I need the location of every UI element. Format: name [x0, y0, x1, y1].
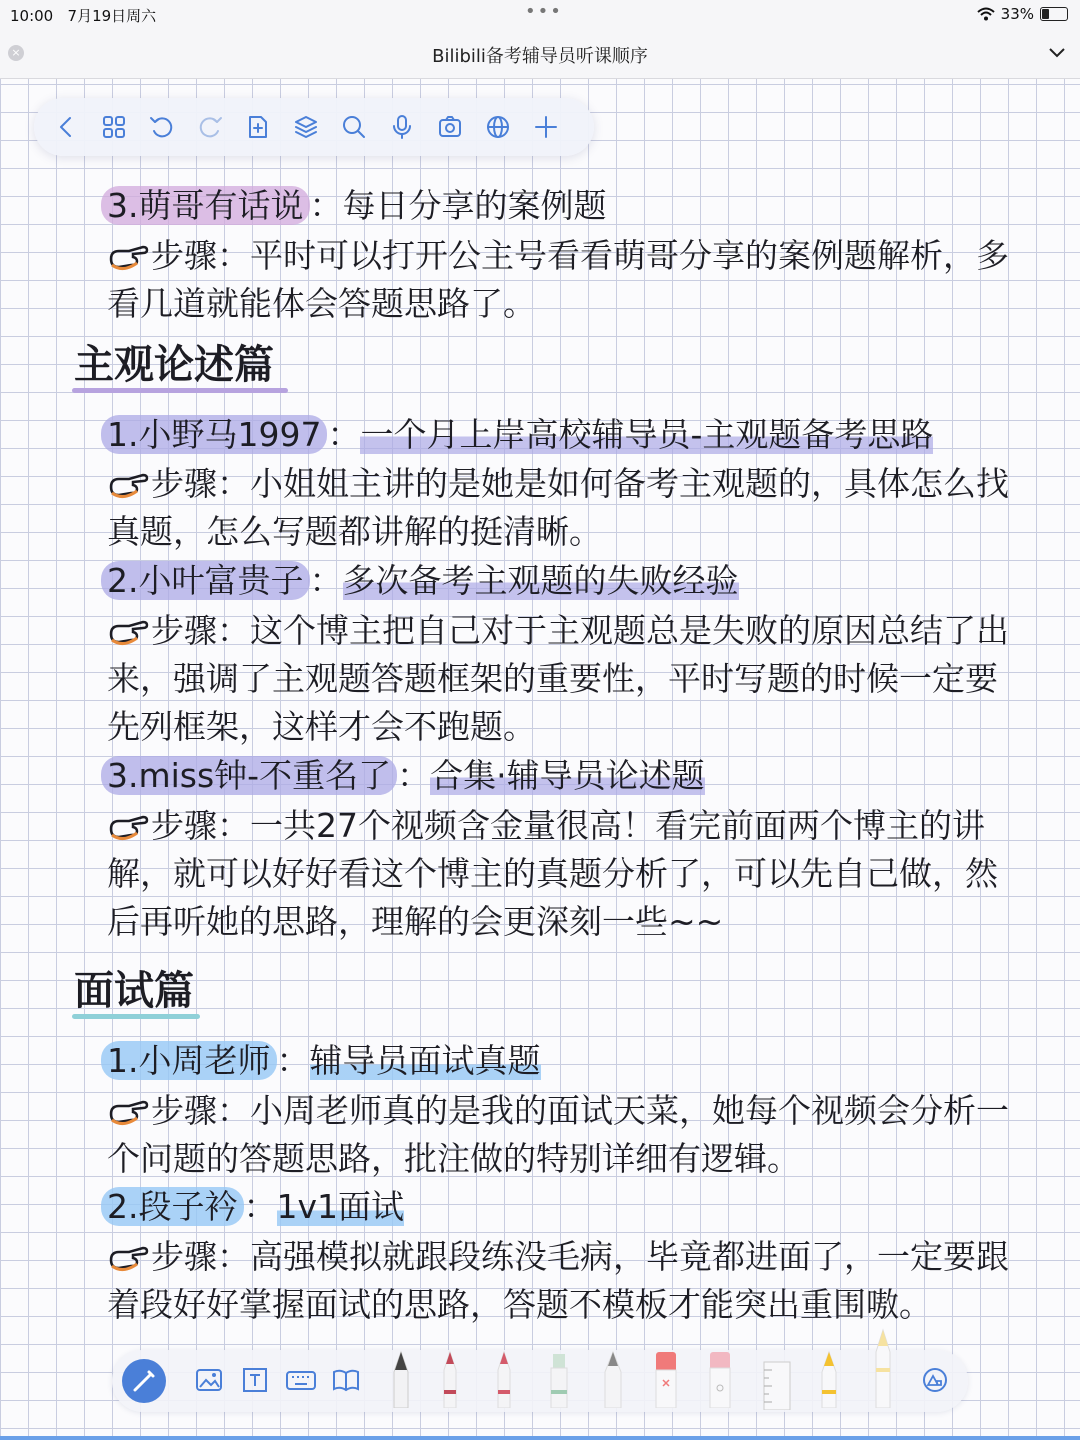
battery-percent: 33%: [1000, 5, 1034, 23]
grid-icon[interactable]: [96, 109, 132, 145]
step-line: 解，就可以好好看这个博主的真题分析了，可以先自己做，然: [107, 854, 998, 893]
step-line: 来，强调了主观题答题框架的重要性，平时写题的时候一定要: [107, 659, 998, 698]
entry-title-line: 2.小叶富贵子 ：多次备考主观题的失败经验: [107, 560, 739, 602]
document-title[interactable]: Bilibili备考辅导员听课顺序: [432, 46, 648, 67]
pen-tool-icon[interactable]: [122, 1359, 166, 1403]
entry-title-line: 2.段子衿 ：1v1面试: [107, 1186, 404, 1228]
entry-topic: 一个月上岸高校辅导员-主观题备考思路: [360, 415, 934, 454]
pencil-icon[interactable]: [600, 1350, 626, 1412]
marker-red2-icon[interactable]: [492, 1350, 516, 1412]
book-icon[interactable]: [331, 1365, 361, 1399]
heading-underline: [72, 1014, 200, 1019]
back-icon[interactable]: [48, 109, 84, 145]
title-bar: [0, 28, 1080, 79]
step-line: 步骤：高强模拟就跟段练没毛病，毕竟都进面了，一定要跟: [107, 1236, 1009, 1278]
highlighter-cream-icon[interactable]: [870, 1328, 896, 1412]
entry-title: 1.小周老师: [101, 1041, 277, 1080]
camera-icon[interactable]: [432, 109, 468, 145]
fountain-pen-icon[interactable]: [388, 1350, 414, 1412]
heading-underline: [72, 388, 288, 393]
entry-topic: 合集·辅导员论述题: [430, 756, 705, 795]
redo-icon[interactable]: [192, 109, 228, 145]
entry-topic: 多次备考主观题的失败经验: [342, 561, 739, 600]
text-box-icon[interactable]: [240, 1365, 270, 1399]
globe-icon[interactable]: [480, 109, 516, 145]
step-line: 步骤：这个博主把自己对于主观题总是失败的原因总结了出: [107, 610, 1009, 652]
entry-title-line: 3.萌哥有话说 ：每日分享的案例题: [107, 185, 607, 227]
step-line: 看几道就能体会答题思路了。: [107, 284, 536, 323]
entry-title-line: 1.小周老师 ：辅导员面试真题: [107, 1040, 541, 1082]
eraser-red-icon[interactable]: [652, 1350, 680, 1412]
wifi-icon: [977, 7, 995, 21]
step-line: 后再听她的思路，理解的会更深刻一些~~: [107, 902, 724, 941]
entry-topic: 1v1面试: [276, 1187, 405, 1226]
entry-topic: 每日分享的案例题: [342, 186, 607, 225]
status-right: [977, 5, 1068, 23]
section-heading: 面试篇: [74, 968, 194, 1014]
search-icon[interactable]: [336, 109, 372, 145]
status-bar: [0, 0, 1080, 28]
bottom-edge-bar: [0, 1436, 1080, 1440]
tool-dock: [112, 1350, 968, 1412]
battery-icon: [1040, 7, 1068, 21]
step-line: 步骤：小姐姐主讲的是她是如何备考主观题的，具体怎么找: [107, 463, 1009, 505]
close-icon[interactable]: ×: [8, 45, 24, 61]
microphone-icon[interactable]: [384, 109, 420, 145]
highlighter-yellow-icon[interactable]: [816, 1350, 842, 1412]
step-line: 步骤：平时可以打开公主号看看萌哥分享的案例题解析，多: [107, 235, 1009, 277]
shapes-icon[interactable]: [920, 1365, 950, 1399]
chevron-down-icon[interactable]: [1048, 40, 1066, 64]
entry-title: 3.萌哥有话说: [101, 186, 310, 225]
section-heading: 主观论述篇: [74, 342, 274, 388]
step-line: 先列框架，这样才会不跑题。: [107, 707, 536, 746]
eraser-pink-icon[interactable]: [706, 1350, 734, 1412]
marker-green-icon[interactable]: [546, 1350, 572, 1412]
ruler-icon[interactable]: [760, 1360, 794, 1414]
multitask-dots[interactable]: •••: [525, 1, 563, 22]
top-toolbar: [34, 98, 594, 156]
marker-red-icon[interactable]: [438, 1350, 462, 1412]
entry-topic: 辅导员面试真题: [309, 1041, 541, 1080]
layers-icon[interactable]: [288, 109, 324, 145]
pointing-hand-icon: [107, 1240, 151, 1272]
undo-icon[interactable]: [144, 109, 180, 145]
entry-title: 2.小叶富贵子: [101, 561, 310, 600]
pointing-hand-icon: [107, 1094, 151, 1126]
image-icon[interactable]: [194, 1365, 224, 1399]
pointing-hand-icon: [107, 467, 151, 499]
add-page-icon[interactable]: [240, 109, 276, 145]
entry-title: 2.段子衿: [101, 1187, 244, 1226]
status-time: 10:00 7月19日周六: [10, 7, 157, 25]
entry-title-line: 1.小野马1997 ：一个月上岸高校辅导员-主观题备考思路: [107, 414, 933, 456]
plus-icon[interactable]: [528, 109, 564, 145]
step-line: 着段好好掌握面试的思路，答题不模板才能突出重围嗷。: [107, 1285, 932, 1324]
entry-title-line: 3.miss钟-不重名了 ：合集·辅导员论述题: [107, 755, 705, 797]
step-line: 步骤：小周老师真的是我的面试天菜，她每个视频会分析一: [107, 1090, 1009, 1132]
keyboard-icon[interactable]: [285, 1365, 317, 1399]
entry-title: 1.小野马1997: [101, 415, 327, 454]
pointing-hand-icon: [107, 239, 151, 271]
pointing-hand-icon: [107, 809, 151, 841]
step-line: 真题，怎么写题都讲解的挺清晰。: [107, 512, 602, 551]
step-line: 个问题的答题思路，批注做的特别详细有逻辑。: [107, 1139, 800, 1178]
entry-title: 3.miss钟-不重名了: [101, 756, 397, 795]
step-line: 步骤：一共27个视频含金量很高！看完前面两个博主的讲: [107, 805, 985, 847]
pointing-hand-icon: [107, 614, 151, 646]
